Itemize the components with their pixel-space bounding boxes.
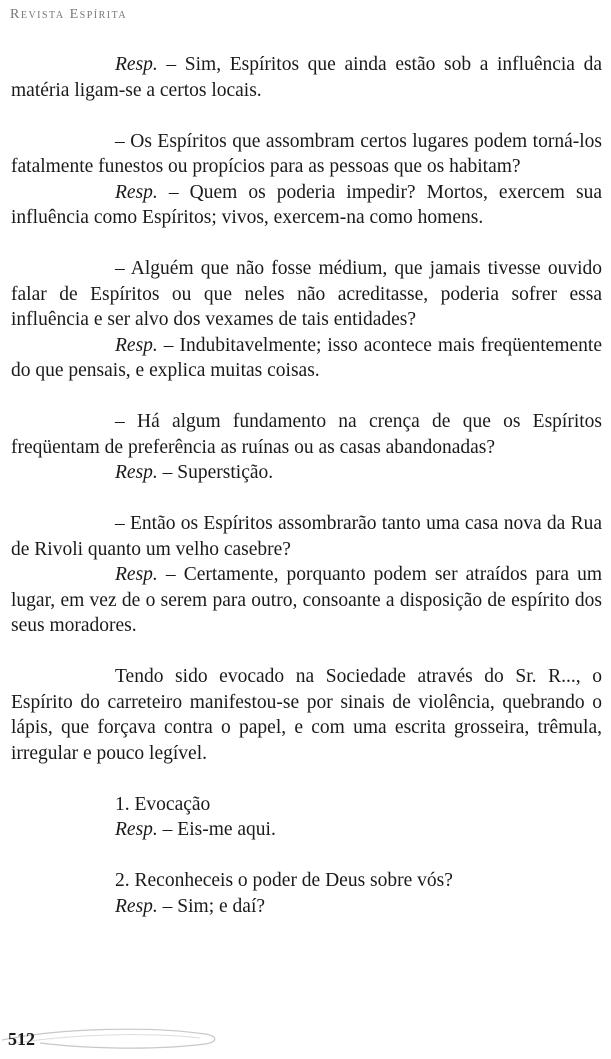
resp-label: Resp.: [115, 54, 158, 75]
question-paragraph: 2. Reconheceis o poder de Deus sobre vós?: [115, 870, 453, 891]
question-paragraph: – Os Espíritos que assombram certos lugares podem torná-los fatalmente funestos ou propícios para as pessoas que os habitam?: [11, 130, 602, 177]
answer-paragraph: [11, 180, 602, 231]
answer-text: – Indubitavelmente; isso acontece mais freqüentemente do que pensais, e explica muitas coisas.: [11, 334, 602, 381]
resp-label: Resp.: [115, 462, 158, 483]
answer-text: – Eis-me aqui.: [157, 819, 276, 840]
answer-paragraph: [11, 894, 602, 920]
answer-paragraph: [11, 333, 602, 384]
answer-text: – Sim; e daí?: [157, 895, 266, 917]
answer-paragraph: [11, 460, 602, 486]
resp-label: Resp.: [115, 564, 158, 585]
resp-label: Resp.: [115, 819, 158, 840]
answer-text: – Sim, Espíritos que ainda estão sob a influência da matéria ligam-se a certos locais.: [11, 54, 602, 101]
question-paragraph: – Então os Espíritos assombrarão tanto uma casa nova da Rua de Rivoli quanto um velho casebre?: [11, 513, 602, 560]
running-head: Revista Espírita: [10, 7, 128, 22]
narrative-paragraph: Tendo sido evocado na Sociedade através do Sr. R..., o Espírito do carreteiro manifestou-se por sinais de violência, quebrando o lápis, que forçava contra o papel, e com uma escrita grosseira, trêmula, irregular e pouco legível.: [11, 666, 602, 764]
question-paragraph: – Alguém que não fosse médium, que jamais tivesse ouvido falar de Espíritos ou que neles não acreditasse, poderia sofrer essa influência e ser alvo dos vexames de tais entidades?: [11, 258, 602, 330]
answer-paragraph: [11, 52, 602, 103]
answer-text: – Superstição.: [157, 462, 274, 483]
answer-paragraph: [11, 562, 602, 639]
resp-label: Resp.: [115, 334, 158, 356]
resp-label: Resp.: [115, 181, 158, 203]
answer-paragraph: [11, 817, 602, 843]
answer-text: – Certamente, porquanto podem ser atraídos para um lugar, em vez de o serem para outro, consoante a disposição de espírito dos seus moradores.: [11, 564, 602, 636]
resp-label: Resp.: [115, 895, 158, 917]
question-paragraph: – Há algum fundamento na crença de que os Espíritos freqüentam de preferência as ruínas ou as casas abandonadas?: [11, 411, 602, 458]
page-body: [11, 52, 602, 919]
answer-text: – Quem os poderia impedir? Mortos, exercem sua influência como Espíritos; vivos, exercem-na como homens.: [11, 181, 602, 228]
page-number: 512: [8, 1029, 35, 1049]
question-paragraph: 1. Evocação: [115, 793, 211, 815]
